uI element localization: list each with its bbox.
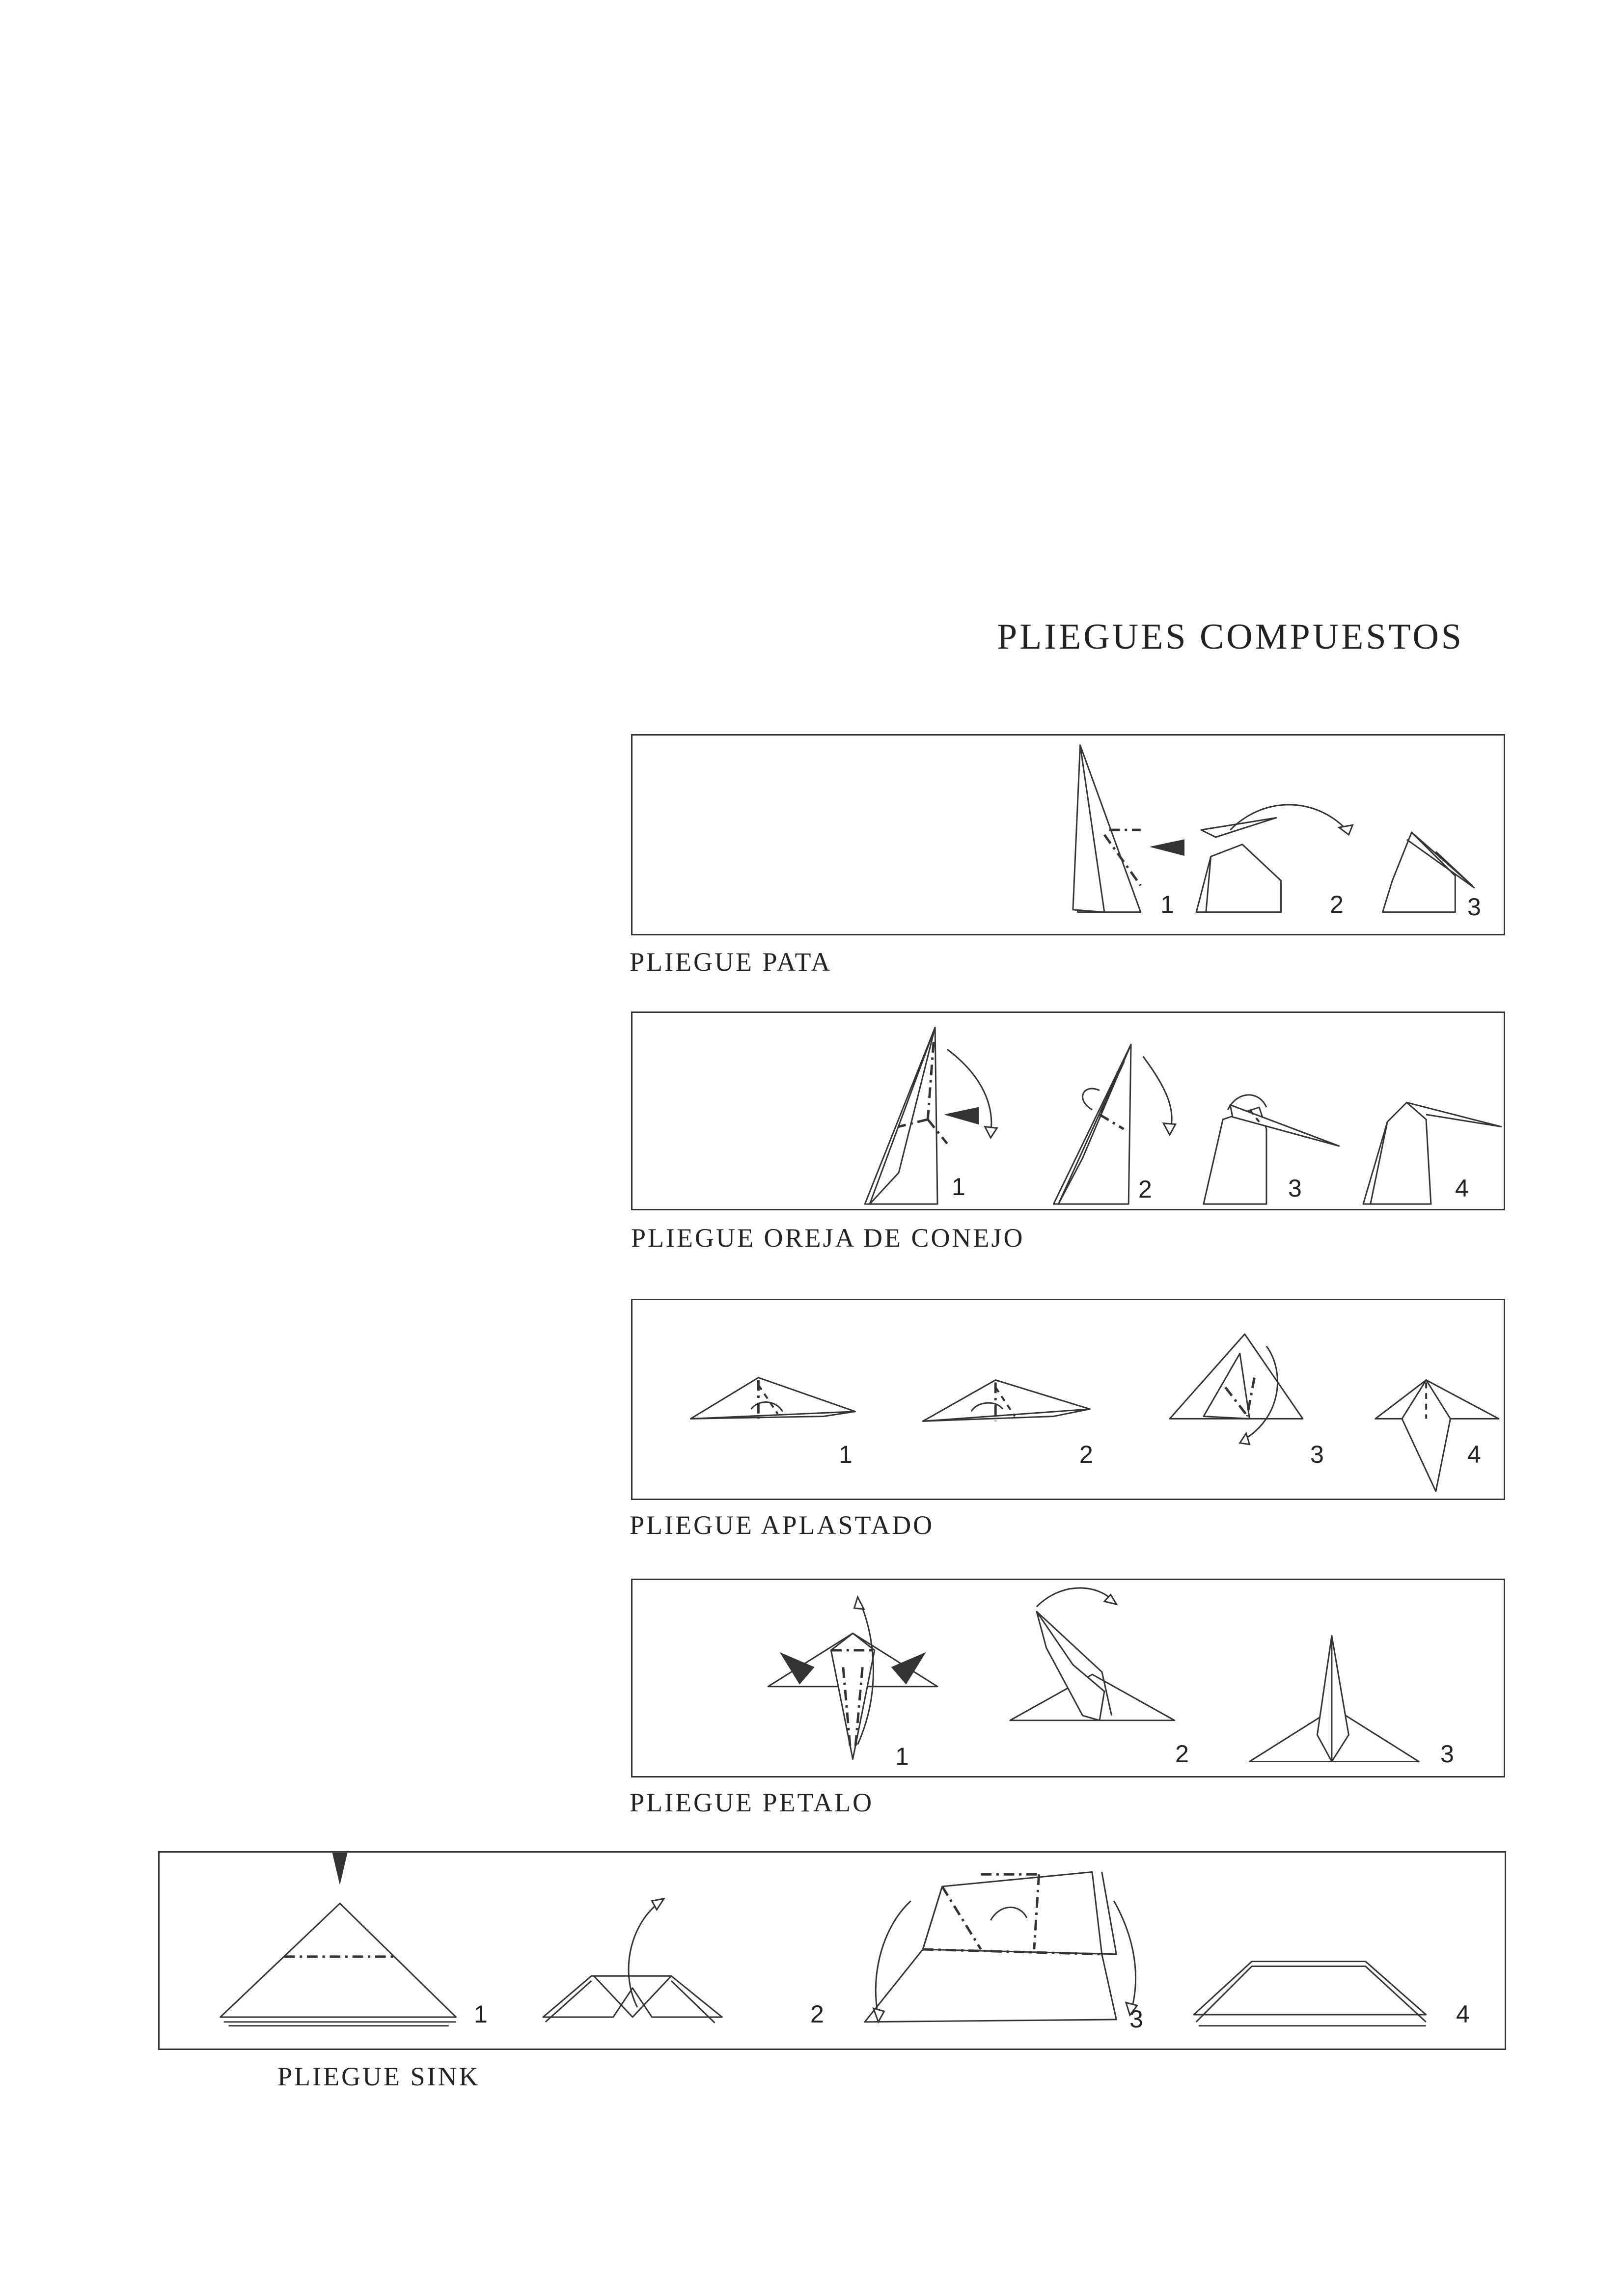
pata-diagram — [633, 736, 1504, 934]
aplastado-step-1-figure — [690, 1378, 855, 1419]
oreja-step-2-figure — [1053, 1044, 1175, 1204]
pata-step-3-number: 3 — [1467, 893, 1481, 921]
petalo-step-3-figure — [1249, 1636, 1419, 1761]
sink-step-3-number: 3 — [1129, 2005, 1143, 2033]
petalo-diagram — [633, 1580, 1504, 1776]
aplastado-step-4-figure — [1375, 1380, 1499, 1492]
pata-step-1-figure — [1073, 745, 1184, 912]
aplastado-step-1-number: 1 — [839, 1441, 853, 1468]
fold-panel-aplastado — [631, 1299, 1505, 1500]
sink-step-2-figure — [543, 1899, 722, 2023]
oreja-step-2-number: 2 — [1138, 1175, 1152, 1203]
sink-step-2-number: 2 — [810, 2000, 824, 2028]
oreja-step-3-figure — [1204, 1095, 1339, 1204]
aplastado-step-4-number: 4 — [1467, 1441, 1481, 1468]
aplastado-step-3-number: 3 — [1310, 1441, 1324, 1468]
petalo-step-3-number: 3 — [1440, 1740, 1454, 1768]
oreja-step-4-number: 4 — [1455, 1175, 1469, 1202]
fold-caption-oreja-de-conejo: PLIEGUE OREJA DE CONEJO — [631, 1223, 1025, 1253]
fold-panel-oreja-de-conejo — [631, 1011, 1505, 1210]
page-title: PLIEGUES COMPUESTOS — [997, 617, 1464, 657]
sink-step-1-number: 1 — [474, 2000, 488, 2028]
oreja-step-1-figure — [865, 1028, 997, 1204]
oreja-step-3-number: 3 — [1288, 1175, 1302, 1202]
sink-step-1-figure — [220, 1853, 456, 2026]
fold-caption-aplastado: PLIEGUE APLASTADO — [630, 1510, 935, 1540]
aplastado-step-3-figure — [1170, 1334, 1303, 1445]
pata-step-3-figure — [1382, 832, 1474, 912]
oreja-step-4-figure — [1363, 1102, 1501, 1204]
sink-step-3-figure — [865, 1872, 1137, 2022]
fold-panel-sink — [158, 1851, 1506, 2050]
aplastado-step-2-figure — [923, 1380, 1090, 1421]
fold-caption-sink: PLIEGUE SINK — [277, 2062, 480, 2091]
oreja-step-1-number: 1 — [952, 1173, 965, 1201]
petalo-step-2-number: 2 — [1175, 1740, 1189, 1768]
fold-panel-pata — [631, 734, 1505, 935]
petalo-step-1-figure — [768, 1597, 937, 1759]
oreja-de-conejo-diagram — [633, 1013, 1504, 1209]
fold-caption-petalo: PLIEGUE PETALO — [630, 1788, 874, 1817]
petalo-step-2-figure — [1010, 1588, 1175, 1721]
fold-panel-petalo — [631, 1579, 1505, 1777]
petalo-step-1-number: 1 — [895, 1743, 909, 1770]
fold-caption-pata: PLIEGUE PATA — [630, 947, 832, 977]
pata-step-1-number: 1 — [1160, 891, 1174, 918]
aplastado-step-2-number: 2 — [1079, 1441, 1093, 1468]
pata-step-2-number: 2 — [1330, 891, 1344, 918]
pata-step-2-figure — [1196, 805, 1352, 912]
sink-step-4-number: 4 — [1456, 2000, 1470, 2028]
sink-diagram — [160, 1853, 1505, 2049]
aplastado-diagram — [633, 1300, 1504, 1499]
sink-step-4-figure — [1194, 1962, 1426, 2026]
